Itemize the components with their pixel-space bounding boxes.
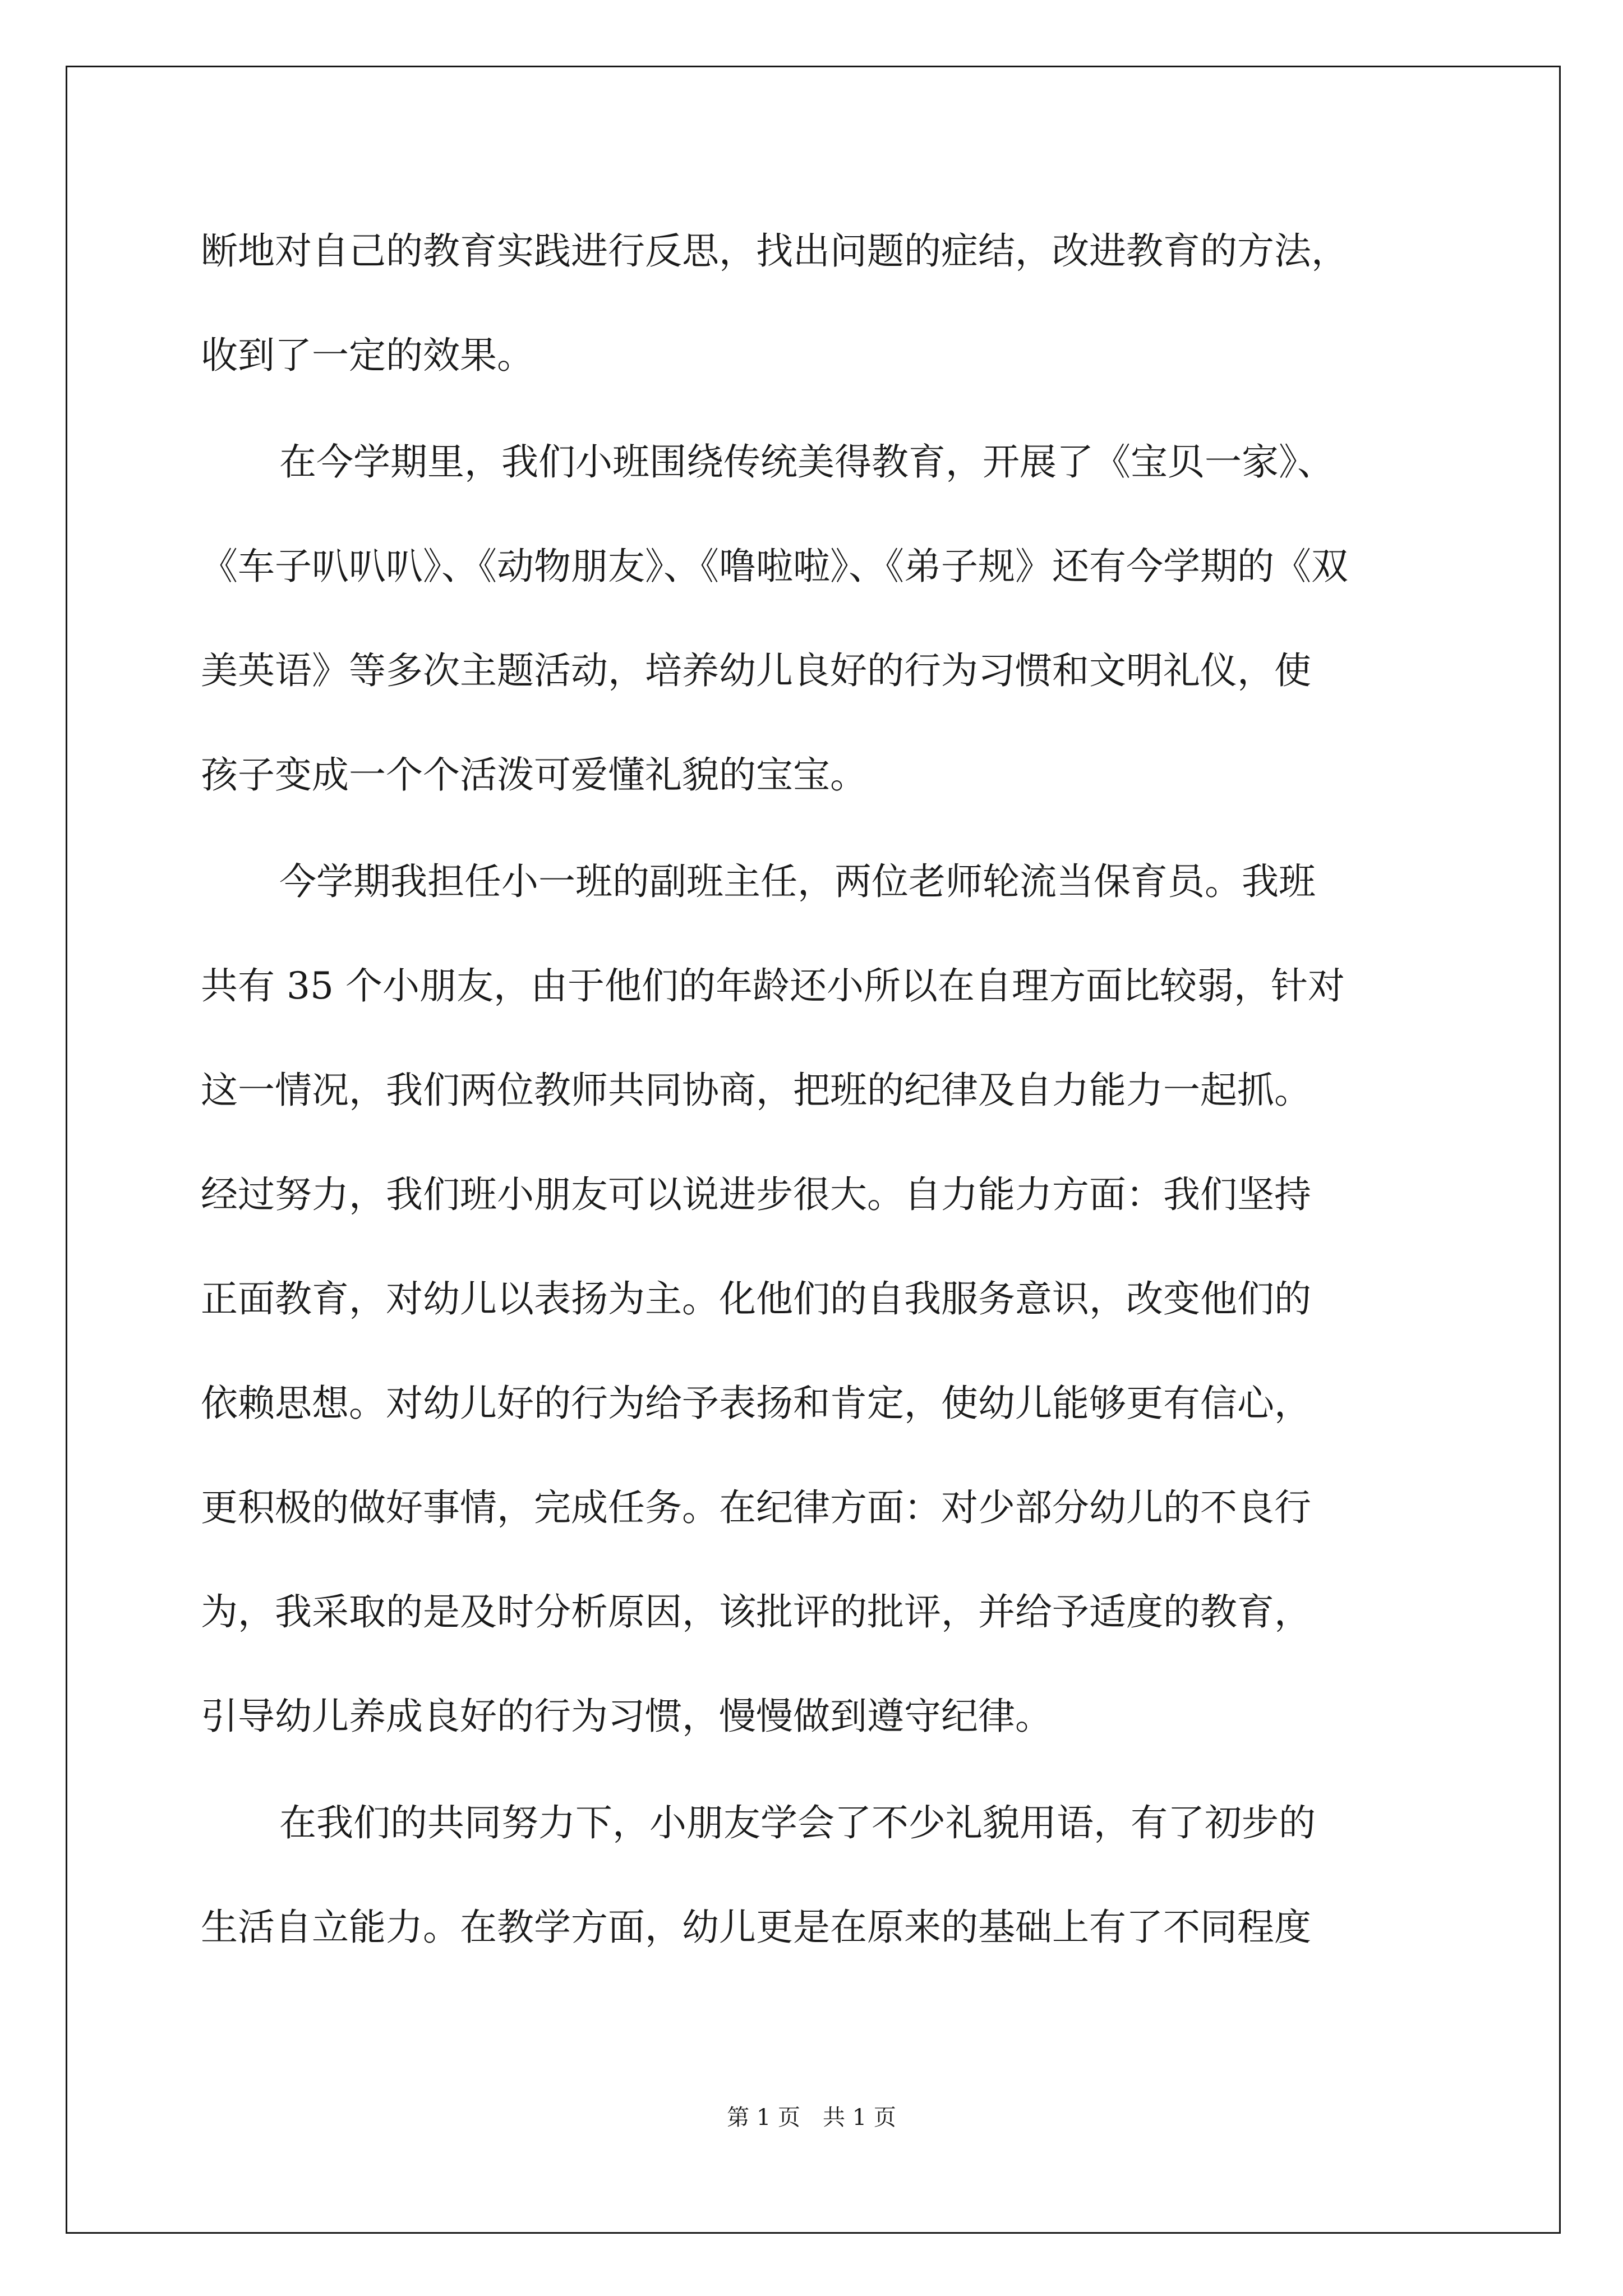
- paragraph-1-line-1: 断地对自己的教育实践进行反思，找出问题的症结，改进教育的方法，: [201, 229, 1348, 273]
- paragraph-1-line-2: 收到了一定的效果。: [201, 334, 534, 377]
- page-number: 第 1 页: [727, 2105, 800, 2131]
- paragraph-2-line-1: 在今学期里，我们小班围绕传统美得教育，开展了《宝贝一家》、: [279, 440, 1334, 484]
- paragraph-3-line-2: 共有 35 个小朋友，由于他们的年龄还小所以在自理方面比较弱，针对: [201, 964, 1345, 1007]
- paragraph-3-line-7: 更积极的做好事情，完成任务。在纪律方面：对少部分幼儿的不良行: [201, 1486, 1311, 1529]
- paragraph-3-line-5: 正面教育，对幼儿以表扬为主。化他们的自我服务意识，改变他们的: [201, 1277, 1311, 1320]
- paragraph-3-line-9: 引导幼儿养成良好的行为习惯，慢慢做到遵守纪律。: [201, 1695, 1052, 1738]
- page-total: 共 1 页: [823, 2105, 896, 2131]
- paragraph-2-line-3: 美英语》等多次主题活动，培养幼儿良好的行为习惯和文明礼仪，使: [201, 649, 1311, 692]
- paragraph-3-line-3: 这一情况，我们两位教师共同协商，把班的纪律及自力能力一起抓。: [201, 1069, 1311, 1112]
- page-footer: [0, 2101, 1623, 2134]
- paragraph-4-line-1: 在我们的共同努力下，小朋友学会了不少礼貌用语，有了初步的: [279, 1801, 1316, 1844]
- paragraph-4-line-2: 生活自立能力。在教学方面，幼儿更是在原来的基础上有了不同程度: [201, 1906, 1311, 1949]
- paragraph-2-line-4: 孩子变成一个个活泼可爱懂礼貌的宝宝。: [201, 753, 867, 797]
- paragraph-3-line-1: 今学期我担任小一班的副班主任，两位老师轮流当保育员。我班: [279, 860, 1316, 903]
- paragraph-3-line-6: 依赖思想。对幼儿好的行为给予表扬和肯定，使幼儿能够更有信心，: [201, 1382, 1311, 1425]
- paragraph-3-line-8: 为，我采取的是及时分析原因，该批评的批评，并给予适度的教育，: [201, 1590, 1311, 1634]
- paragraph-3-line-4: 经过努力，我们班小朋友可以说进步很大。自力能力方面：我们坚持: [201, 1173, 1311, 1216]
- paragraph-2-line-2: 《车子叭叭叭》、《动物朋友》、《噜啦啦》、《弟子规》还有今学期的《双: [201, 545, 1348, 588]
